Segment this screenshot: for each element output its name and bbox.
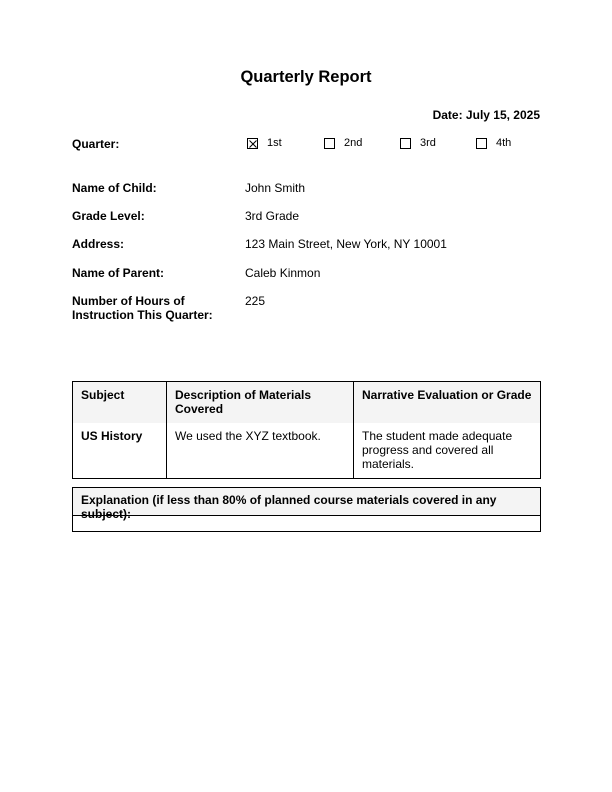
report-title: Quarterly Report — [240, 68, 372, 86]
report-date: Date: July 15, 2025 — [432, 108, 540, 122]
checkbox-icon[interactable] — [400, 138, 411, 149]
address-label: Address: — [72, 237, 125, 251]
explanation-header: Explanation (if less than 80% of planned course materials covered in any subject): — [73, 488, 540, 516]
evaluation-header: Narrative Evaluation or Grade — [354, 382, 541, 424]
table-row — [73, 423, 541, 479]
quarter-option-label: 4th — [496, 137, 512, 149]
quarter-label: Quarter: — [72, 137, 120, 151]
instruction-hours-value: 225 — [245, 294, 266, 308]
materials-header: Description of Materials Covered — [167, 382, 354, 424]
child-name-label: Name of Child: — [72, 181, 157, 195]
parent-name-label: Name of Parent: — [72, 266, 165, 280]
subject-cell: US History — [73, 423, 167, 479]
grade-level-label: Grade Level: — [72, 209, 145, 223]
subjects-table — [72, 381, 541, 479]
instruction-hours-label: Number of Hours of Instruction This Quarter: — [72, 294, 213, 322]
explanation-text[interactable] — [73, 516, 540, 531]
quarter-option-label: 1st — [267, 137, 282, 149]
quarter-option-1st[interactable] — [247, 137, 282, 149]
child-name-value: John Smith — [245, 181, 306, 195]
checkbox-icon[interactable] — [324, 138, 335, 149]
table-header-row — [73, 382, 541, 424]
evaluation-cell: The student made adequate progress and covered all materials. — [354, 423, 541, 479]
grade-level-value: 3rd Grade — [245, 209, 300, 223]
materials-cell: We used the XYZ textbook. — [167, 423, 354, 479]
quarter-option-3rd[interactable] — [400, 137, 436, 149]
checkbox-checked-icon[interactable] — [247, 138, 258, 149]
quarter-option-label: 3rd — [420, 137, 436, 149]
checkbox-icon[interactable] — [476, 138, 487, 149]
quarter-option-2nd[interactable] — [324, 137, 362, 149]
subject-header: Subject — [73, 382, 167, 424]
address-value: 123 Main Street, New York, NY 10001 — [245, 237, 447, 251]
quarter-option-4th[interactable] — [476, 137, 511, 149]
explanation-box — [72, 487, 541, 532]
parent-name-value: Caleb Kinmon — [245, 266, 321, 280]
quarter-option-label: 2nd — [344, 137, 363, 149]
